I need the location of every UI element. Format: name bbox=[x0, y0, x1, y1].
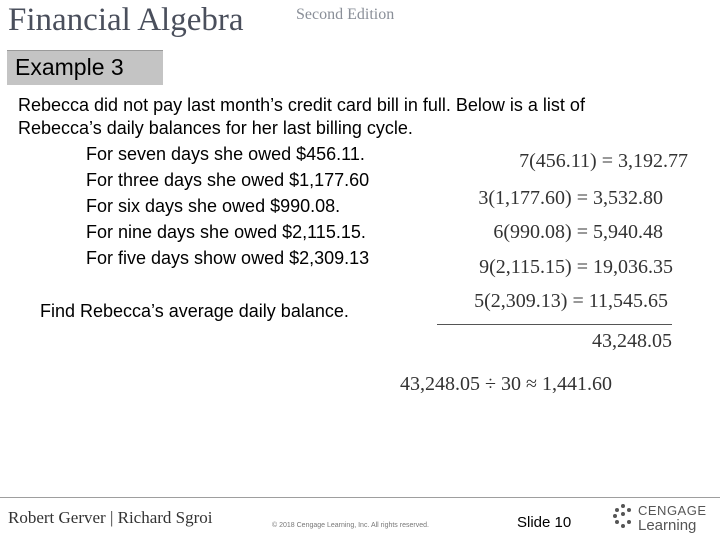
math-line: 9(2,115.15) = 19,036.35 bbox=[479, 256, 673, 278]
sum-divider bbox=[437, 324, 672, 325]
math-line: 3(1,177.60) = 3,532.80 bbox=[478, 187, 663, 209]
footer-divider bbox=[0, 497, 720, 498]
intro-line-2: Rebecca’s daily balances for her last billing cycle. bbox=[18, 118, 413, 138]
question-text: Find Rebecca’s average daily balance. bbox=[40, 301, 349, 321]
example-label: Example 3 bbox=[15, 54, 124, 80]
math-total: 43,248.05 bbox=[592, 330, 672, 352]
balance-item: For six days she owed $990.08. bbox=[86, 196, 341, 216]
example-heading bbox=[7, 50, 163, 85]
balance-item: For three days she owed $1,177.60 bbox=[86, 170, 370, 190]
math-line: 6(990.08) = 5,940.48 bbox=[493, 221, 663, 243]
slide-number: Slide 10 bbox=[517, 514, 572, 531]
publisher-name: CENGAGE bbox=[638, 503, 707, 518]
math-line: 7(456.11) = 3,192.77 bbox=[519, 150, 688, 172]
average-equation: 43,248.05 ÷ 30 ≈ 1,441.60 bbox=[400, 373, 612, 395]
balance-item: For five days show owed $2,309.13 bbox=[86, 248, 370, 268]
balance-item: For seven days she owed $456.11. bbox=[86, 144, 365, 164]
balance-item: For nine days she owed $2,115.15. bbox=[86, 222, 366, 242]
math-line: 5(2,309.13) = 11,545.65 bbox=[474, 290, 668, 312]
publisher-subname: Learning bbox=[638, 517, 697, 534]
footer-authors: Robert Gerver | Richard Sgroi bbox=[8, 508, 213, 527]
footer-copyright: © 2018 Cengage Learning, Inc. All rights reserved. bbox=[272, 522, 429, 529]
book-edition: Second Edition bbox=[296, 6, 395, 23]
cengage-logo-icon bbox=[612, 503, 634, 529]
intro-line-1: Rebecca did not pay last month’s credit card bill in full. Below is a list of bbox=[18, 95, 585, 115]
book-title: Financial Algebra bbox=[8, 2, 244, 38]
